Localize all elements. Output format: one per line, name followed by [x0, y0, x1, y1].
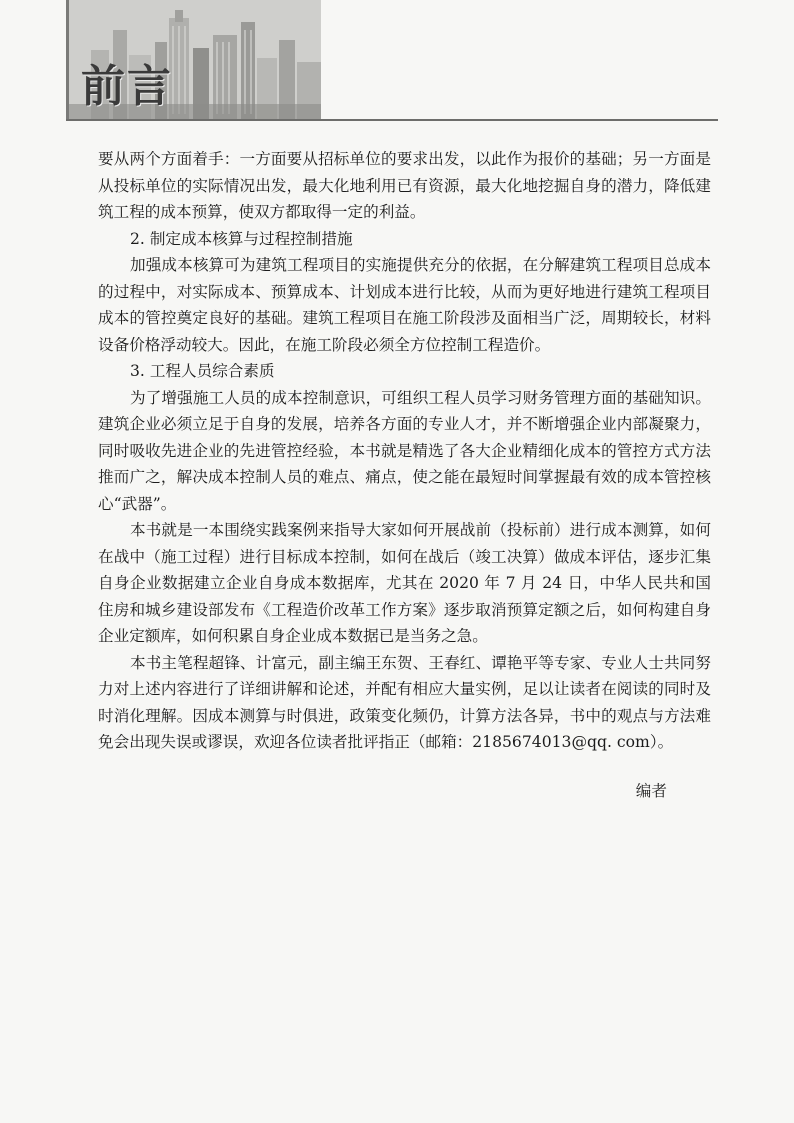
header-banner — [66, 0, 321, 119]
paragraph-book-purpose: 本书就是一本围绕实践案例来指导大家如何开展战前（投标前）进行成本测算，如何在战中（施工过程）进行目标成本控制，如何在战后（竣工决算）做成本评估，逐步汇集自身企业数据建立企业自身成本数据库，尤其在 2020 年 7 月 24 日，中华人民共和国住房和城乡建设部发布《工程造价改革工作方案》逐步取消预算定额之后，如何构建自身企业定额库，如何积累自身企业成本数据已是当务之急。 — [98, 521, 711, 645]
signature: 编者 — [635, 781, 667, 800]
section-heading-3: 3. 工程人员综合素质 — [130, 362, 275, 380]
paragraph-intro: 要从两个方面着手：一方面要从招标单位的要求出发，以此作为报价的基础；另一方面是从投标单位的实际情况出发，最大化地利用已有资源，最大化地挖掘自身的潜力，降低建筑工程的成本预算，使双方都取得一定的利益。 — [98, 150, 711, 221]
section-heading-2: 2. 制定成本核算与过程控制措施 — [130, 229, 353, 248]
header-rule — [66, 119, 718, 121]
paragraph-authors: 本书主笔程超锋、计富元，副主编王东贺、王春红、谭艳平等专家、专业人士共同努力对上述内容进行了详细讲解和论述，并配有相应大量实例，足以让读者在阅读的同时及时消化理解。因成本测算与时俱进，政策变化频仍，计算方法各异，书中的观点与方法难免会出现失误或谬误，欢迎各位读者批评指正（邮箱：2185674013@qq. com）。 — [98, 653, 711, 751]
page-title: 前言 — [81, 61, 173, 112]
paragraph-staff-quality: 为了增强施工人员的成本控制意识，可组织工程人员学习财务管理方面的基础知识。建筑企业必须立足于自身的发展，培养各方面的专业人才，并不断增强企业内部凝聚力，同时吸收先进企业的先进管控经验，本书就是精选了各大企业精细化成本的管控方式方法推而广之，解决成本控制人员的难点、痛点，使之能在最短时间掌握最有效的成本管控核心“武器”。 — [98, 388, 711, 513]
preface-body — [98, 146, 711, 804]
paragraph-cost-accounting: 加强成本核算可为建筑工程项目的实施提供充分的依据，在分解建筑工程项目总成本的过程中，对实际成本、预算成本、计划成本进行比较，从而为更好地进行建筑工程项目成本的管控奠定良好的基础。建筑工程项目在施工阶段涉及面相当广泛，周期较长，材料设备价格浮动较大。因此，在施工阶段必须全方位控制工程造价。 — [98, 256, 711, 354]
